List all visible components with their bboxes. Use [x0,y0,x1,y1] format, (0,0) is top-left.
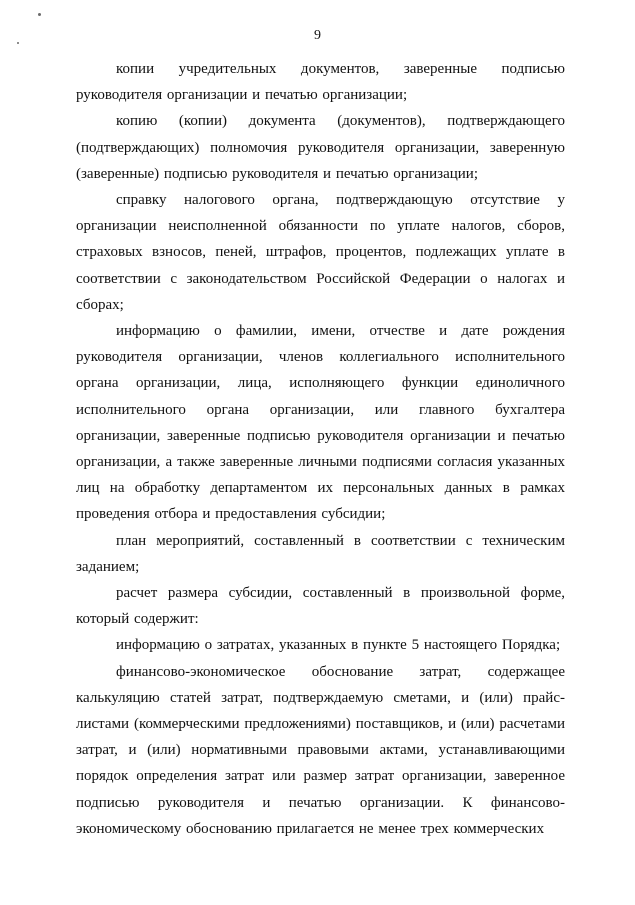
paragraph-founding-documents: копии учредительных документов, заверенные подписью руководителя организации и печатью организации; [76,61,565,104]
document-body [76,56,565,842]
paragraph-financial-justification: финансово-экономическое обоснование затрат, содержащее калькуляцию статей затрат, подтверждаемую сметами, и (или) прайс-листами (коммерческими предложениями) поставщиков, и (или) расчетами затрат, и (или) нормативными правовыми актами, устанавливающими порядок определения затрат или размер затрат организации, заверенное подписью руководителя и печатью организации. К финансово-экономическому обоснованию прилагается не менее трех коммерческих [76,663,565,837]
paragraph-subsidy-calculation: расчет размера субсидии, составленный в произвольной форме, который содержит: [76,585,565,628]
paragraph-personal-information: информацию о фамилии, имени, отчестве и дате рождения руководителя организации, членов коллегиального исполнительного органа организации, лица, исполняющего функции единоличного исполнительного органа организации, или главного бухгалтера организации, заверенные подписью руководителя организации и печатью организации, а также заверенные личными подписями согласия указанных лиц на обработку департаментом их персональных данных в рамках проведения отбора и предоставления субсидии; [76,323,565,523]
paragraph-cost-information: информацию о затратах, указанных в пункте 5 настоящего Порядка; [116,637,561,654]
paragraph-tax-certificate: справку налогового органа, подтверждающую отсутствие у организации неисполненной обязанности по уплате налогов, сборов, страховых взносов, пеней, штрафов, процентов, подлежащих уплате в соответствии с законодательством Российской Федерации о налогах и сборах; [76,192,565,313]
page-number: 9 [314,28,321,43]
scan-speck [38,13,41,16]
paragraph-event-plan: план мероприятий, составленный в соответствии с техническим заданием; [76,532,565,575]
paragraph-authority-documents: копию (копии) документа (документов), подтверждающего (подтверждающих) полномочия руководителя организации, заверенную (заверенные) подписью руководителя и печатью организации; [76,113,565,182]
